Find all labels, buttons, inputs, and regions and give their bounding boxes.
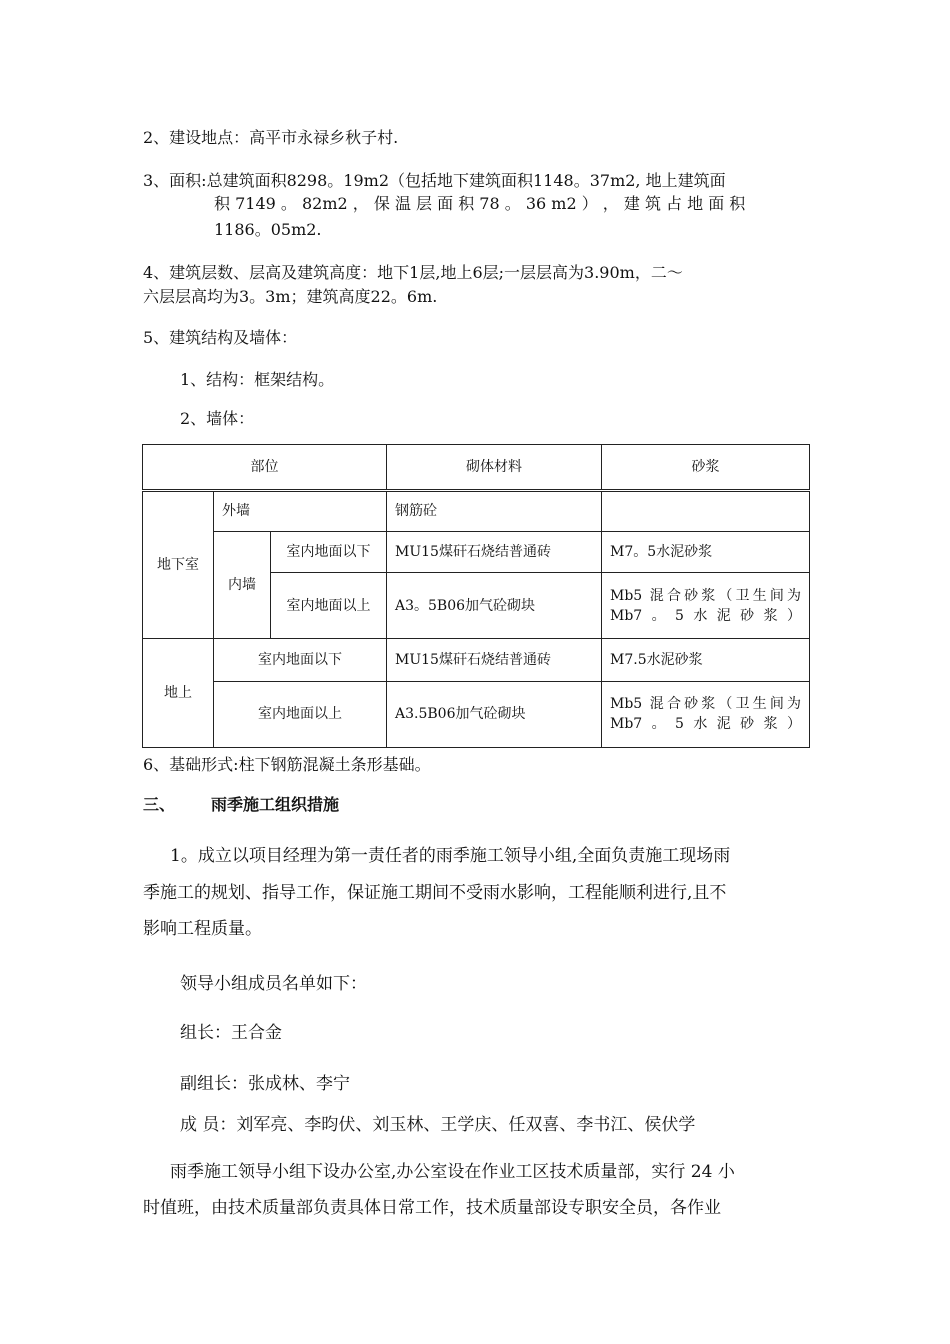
table-row bbox=[143, 681, 810, 747]
header-material: 砌体材料 bbox=[387, 445, 602, 491]
row-material: MU15煤矸石烧结普通砖 bbox=[387, 531, 602, 572]
section-heading bbox=[143, 794, 339, 816]
item-5-1-structure-type: 1、结构：框架结构。 bbox=[180, 370, 335, 389]
row-mortar: Mb5 混合砂浆（卫生间为 Mb7。5水泥砂浆） bbox=[602, 572, 810, 638]
row-position: 室内地面以下 bbox=[214, 639, 387, 681]
row-position: 室内地面以下 bbox=[271, 531, 387, 572]
group-members: 成 员：刘军亮、李昀伏、刘玉林、王学庆、任双喜、李书江、侯伏学 bbox=[180, 1115, 696, 1135]
paragraph-2-line1: 雨季施工领导小组下设办公室,办公室设在作业工区技术质量部，实行 24 小 bbox=[170, 1162, 735, 1182]
basement-label: 地下室 bbox=[143, 491, 214, 639]
row-position: 室内地面以上 bbox=[271, 572, 387, 638]
item-6-foundation: 6、基础形式:柱下钢筋混凝土条形基础。 bbox=[143, 755, 431, 774]
header-position: 部位 bbox=[143, 445, 387, 491]
paragraph-1-line2: 季施工的规划、指导工作，保证施工期间不受雨水影响，工程能顺利进行,且不 bbox=[143, 883, 727, 903]
members-intro: 领导小组成员名单如下： bbox=[180, 974, 367, 994]
row-mortar: Mb5 混合砂浆（卫生间为 Mb7。5水泥砂浆） bbox=[602, 681, 810, 747]
item-3-area-line1: 3、面积:总建筑面积8298。19m2（包括地下建筑面积1148。37m2, 地上建筑面 bbox=[143, 171, 726, 190]
table-row bbox=[143, 491, 810, 531]
wall-materials-table bbox=[142, 444, 810, 748]
item-3-area-line3: 1186。05m2. bbox=[214, 220, 322, 239]
table-header-row bbox=[143, 445, 810, 491]
table-row bbox=[143, 531, 810, 572]
row-material: A3.5B06加气砼砌块 bbox=[387, 681, 602, 747]
item-4-floors-line2: 六层层高均为3。3m；建筑高度22。6m. bbox=[143, 287, 438, 306]
outer-wall-material: 钢筋砼 bbox=[387, 491, 602, 531]
inner-wall-label: 内墙 bbox=[214, 531, 271, 639]
outer-wall-mortar bbox=[602, 491, 810, 531]
item-4-floors-line1: 4、建筑层数、层高及建筑高度：地下1层,地上6层;一层层高为3.90m，二～ bbox=[143, 263, 683, 282]
item-5-structure: 5、建筑结构及墙体： bbox=[143, 328, 298, 347]
row-mortar: M7。5水泥砂浆 bbox=[602, 531, 810, 572]
paragraph-2-line2: 时值班，由技术质量部负责具体日常工作，技术质量部设专职安全员，各作业 bbox=[143, 1198, 721, 1218]
row-mortar: M7.5水泥砂浆 bbox=[602, 639, 810, 681]
item-2-location: 2、建设地点：高平市永禄乡秋子村. bbox=[143, 128, 399, 147]
above-ground-label: 地上 bbox=[143, 639, 214, 748]
group-leader: 组长：王合金 bbox=[180, 1023, 282, 1043]
header-mortar: 砂浆 bbox=[602, 445, 810, 491]
row-material: A3。5B06加气砼砌块 bbox=[387, 572, 602, 638]
paragraph-1-line3: 影响工程质量。 bbox=[143, 919, 262, 939]
section-number: 三、 bbox=[143, 795, 176, 814]
deputy-leaders: 副组长：张成林、李宁 bbox=[180, 1074, 350, 1094]
row-position: 室内地面以上 bbox=[214, 681, 387, 747]
item-3-area-line2: 积 7149 。 82m2 ， 保 温 层 面 积 78 。 36 m2 ） ， 建 筑 占 地 面 积 bbox=[214, 194, 746, 213]
outer-wall-label: 外墙 bbox=[214, 491, 387, 531]
section-title: 雨季施工组织措施 bbox=[211, 795, 340, 814]
table-row bbox=[143, 639, 810, 681]
item-5-2-walls: 2、墙体： bbox=[180, 409, 255, 428]
row-material: MU15煤矸石烧结普通砖 bbox=[387, 639, 602, 681]
paragraph-1-line1: 1。成立以项目经理为第一责任者的雨季施工领导小组,全面负责施工现场雨 bbox=[170, 846, 731, 866]
